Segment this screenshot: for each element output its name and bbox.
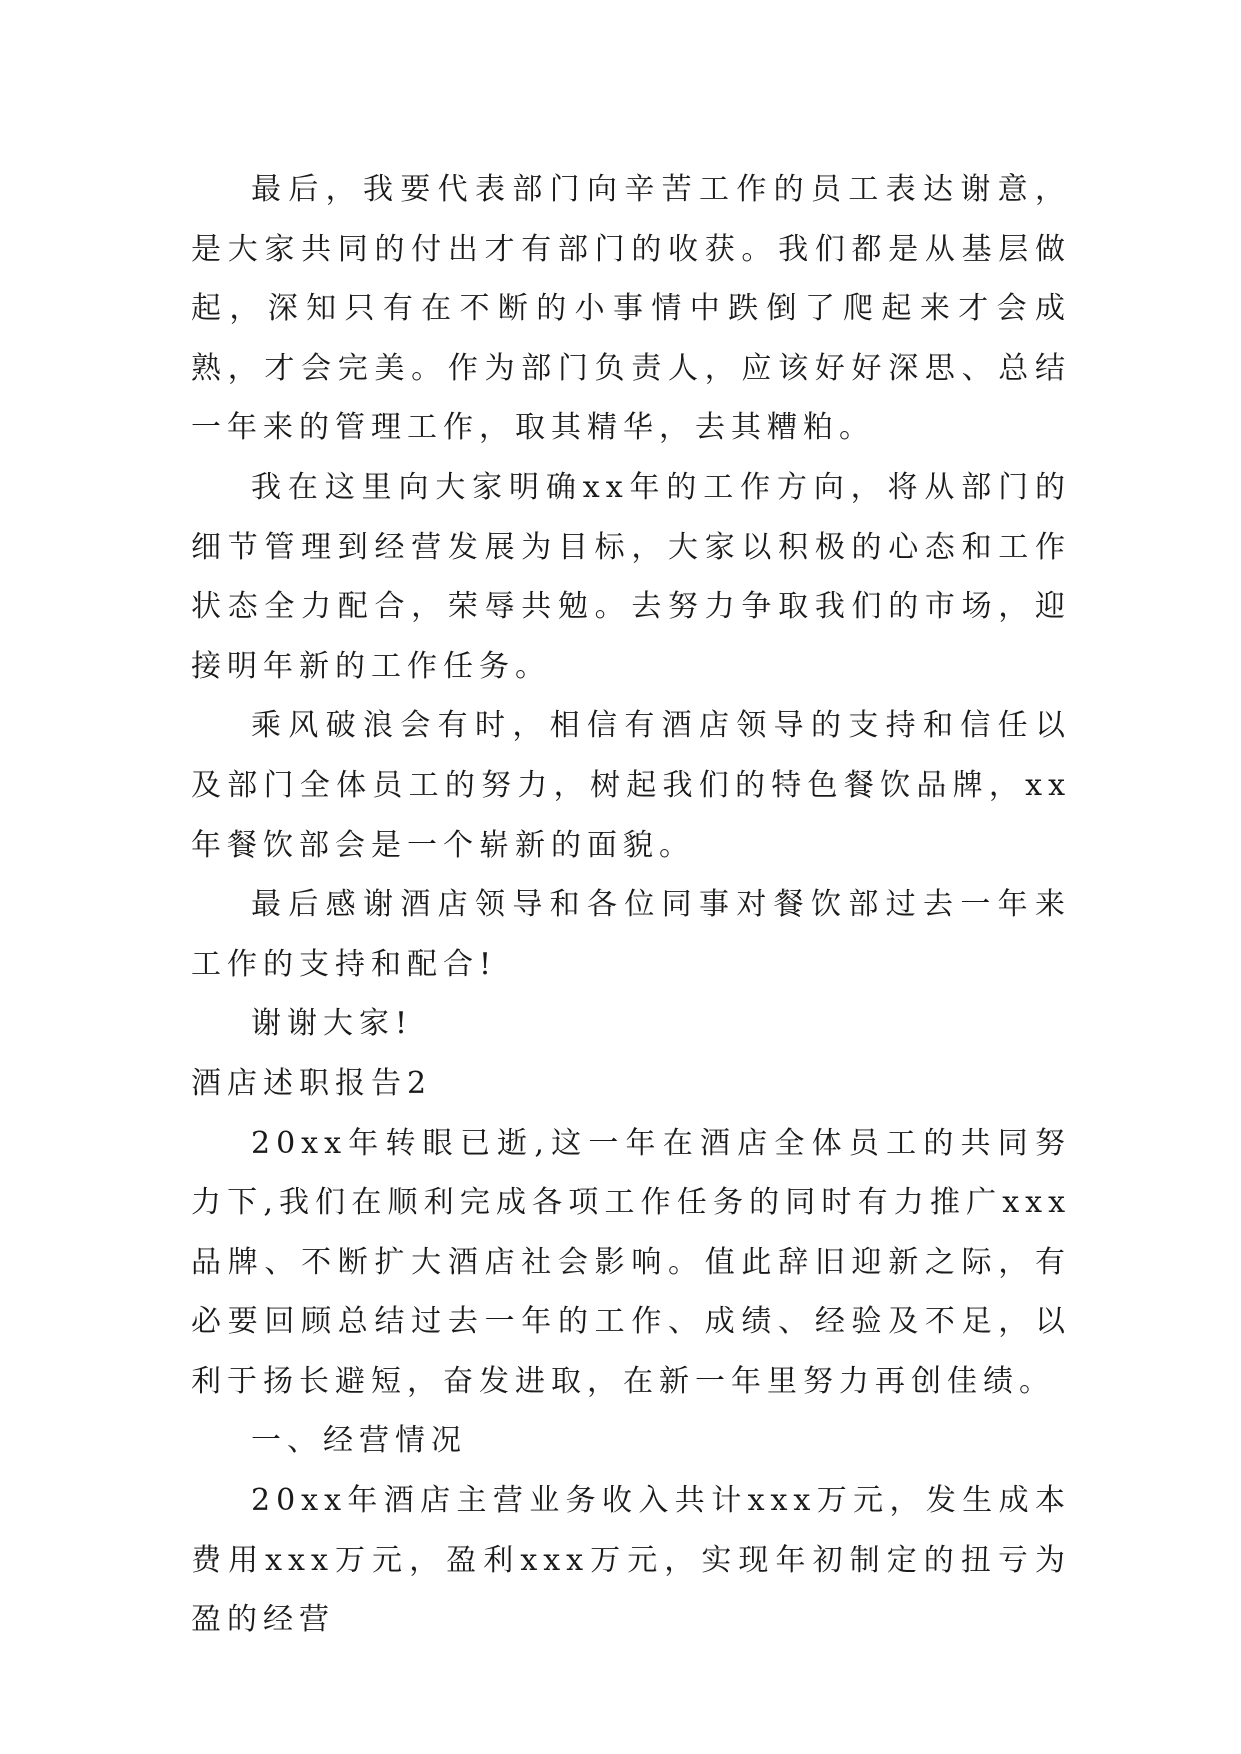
paragraph-work-direction: 我在这里向大家明确xx年的工作方向，将从部门的细节管理到经营发展为目标，大家以积极的心态和工作状态全力配合，荣辱共勉。去努力争取我们的市场，迎接明年新的工作任务。: [191, 469, 1071, 684]
paragraph-operations: 20xx年酒店主营业务收入共计xxx万元，发生成本费用xxx万元，盈利xxx万元，实现年初制定的扭亏为盈的经营: [191, 1483, 1071, 1638]
paragraph-outlook: 乘风破浪会有时，相信有酒店领导的支持和信任以及部门全体员工的努力，树起我们的特色餐饮品牌，xx年餐饮部会是一个崭新的面貌。: [191, 708, 1071, 863]
document-body: [191, 160, 1071, 1650]
paragraph-thanks-leaders: 最后感谢酒店领导和各位同事对餐饮部过去一年来工作的支持和配合!: [191, 887, 1071, 982]
paragraph-year-review: 20xx年转眼已逝,这一年在酒店全体员工的共同努力下,我们在顺利完成各项工作任务的同时有力推广xxx品牌、不断扩大酒店社会影响。值此辞旧迎新之际，有必要回顾总结过去一年的工作、成绩、经验及不足，以利于扬长避短，奋发进取，在新一年里努力再创佳绩。: [191, 1125, 1071, 1399]
paragraph-closing: 谢谢大家!: [251, 1006, 414, 1042]
subsection-heading-operations: 一、经营情况: [251, 1423, 467, 1459]
section-title: 酒店述职报告2: [191, 1065, 433, 1101]
paragraph-thanks-staff: 最后，我要代表部门向辛苦工作的员工表达谢意，是大家共同的付出才有部门的收获。我们都是从基层做起，深知只有在不断的小事情中跌倒了爬起来才会成熟，才会完美。作为部门负责人，应该好好深思、总结一年来的管理工作，取其精华，去其糟粕。: [191, 172, 1071, 446]
